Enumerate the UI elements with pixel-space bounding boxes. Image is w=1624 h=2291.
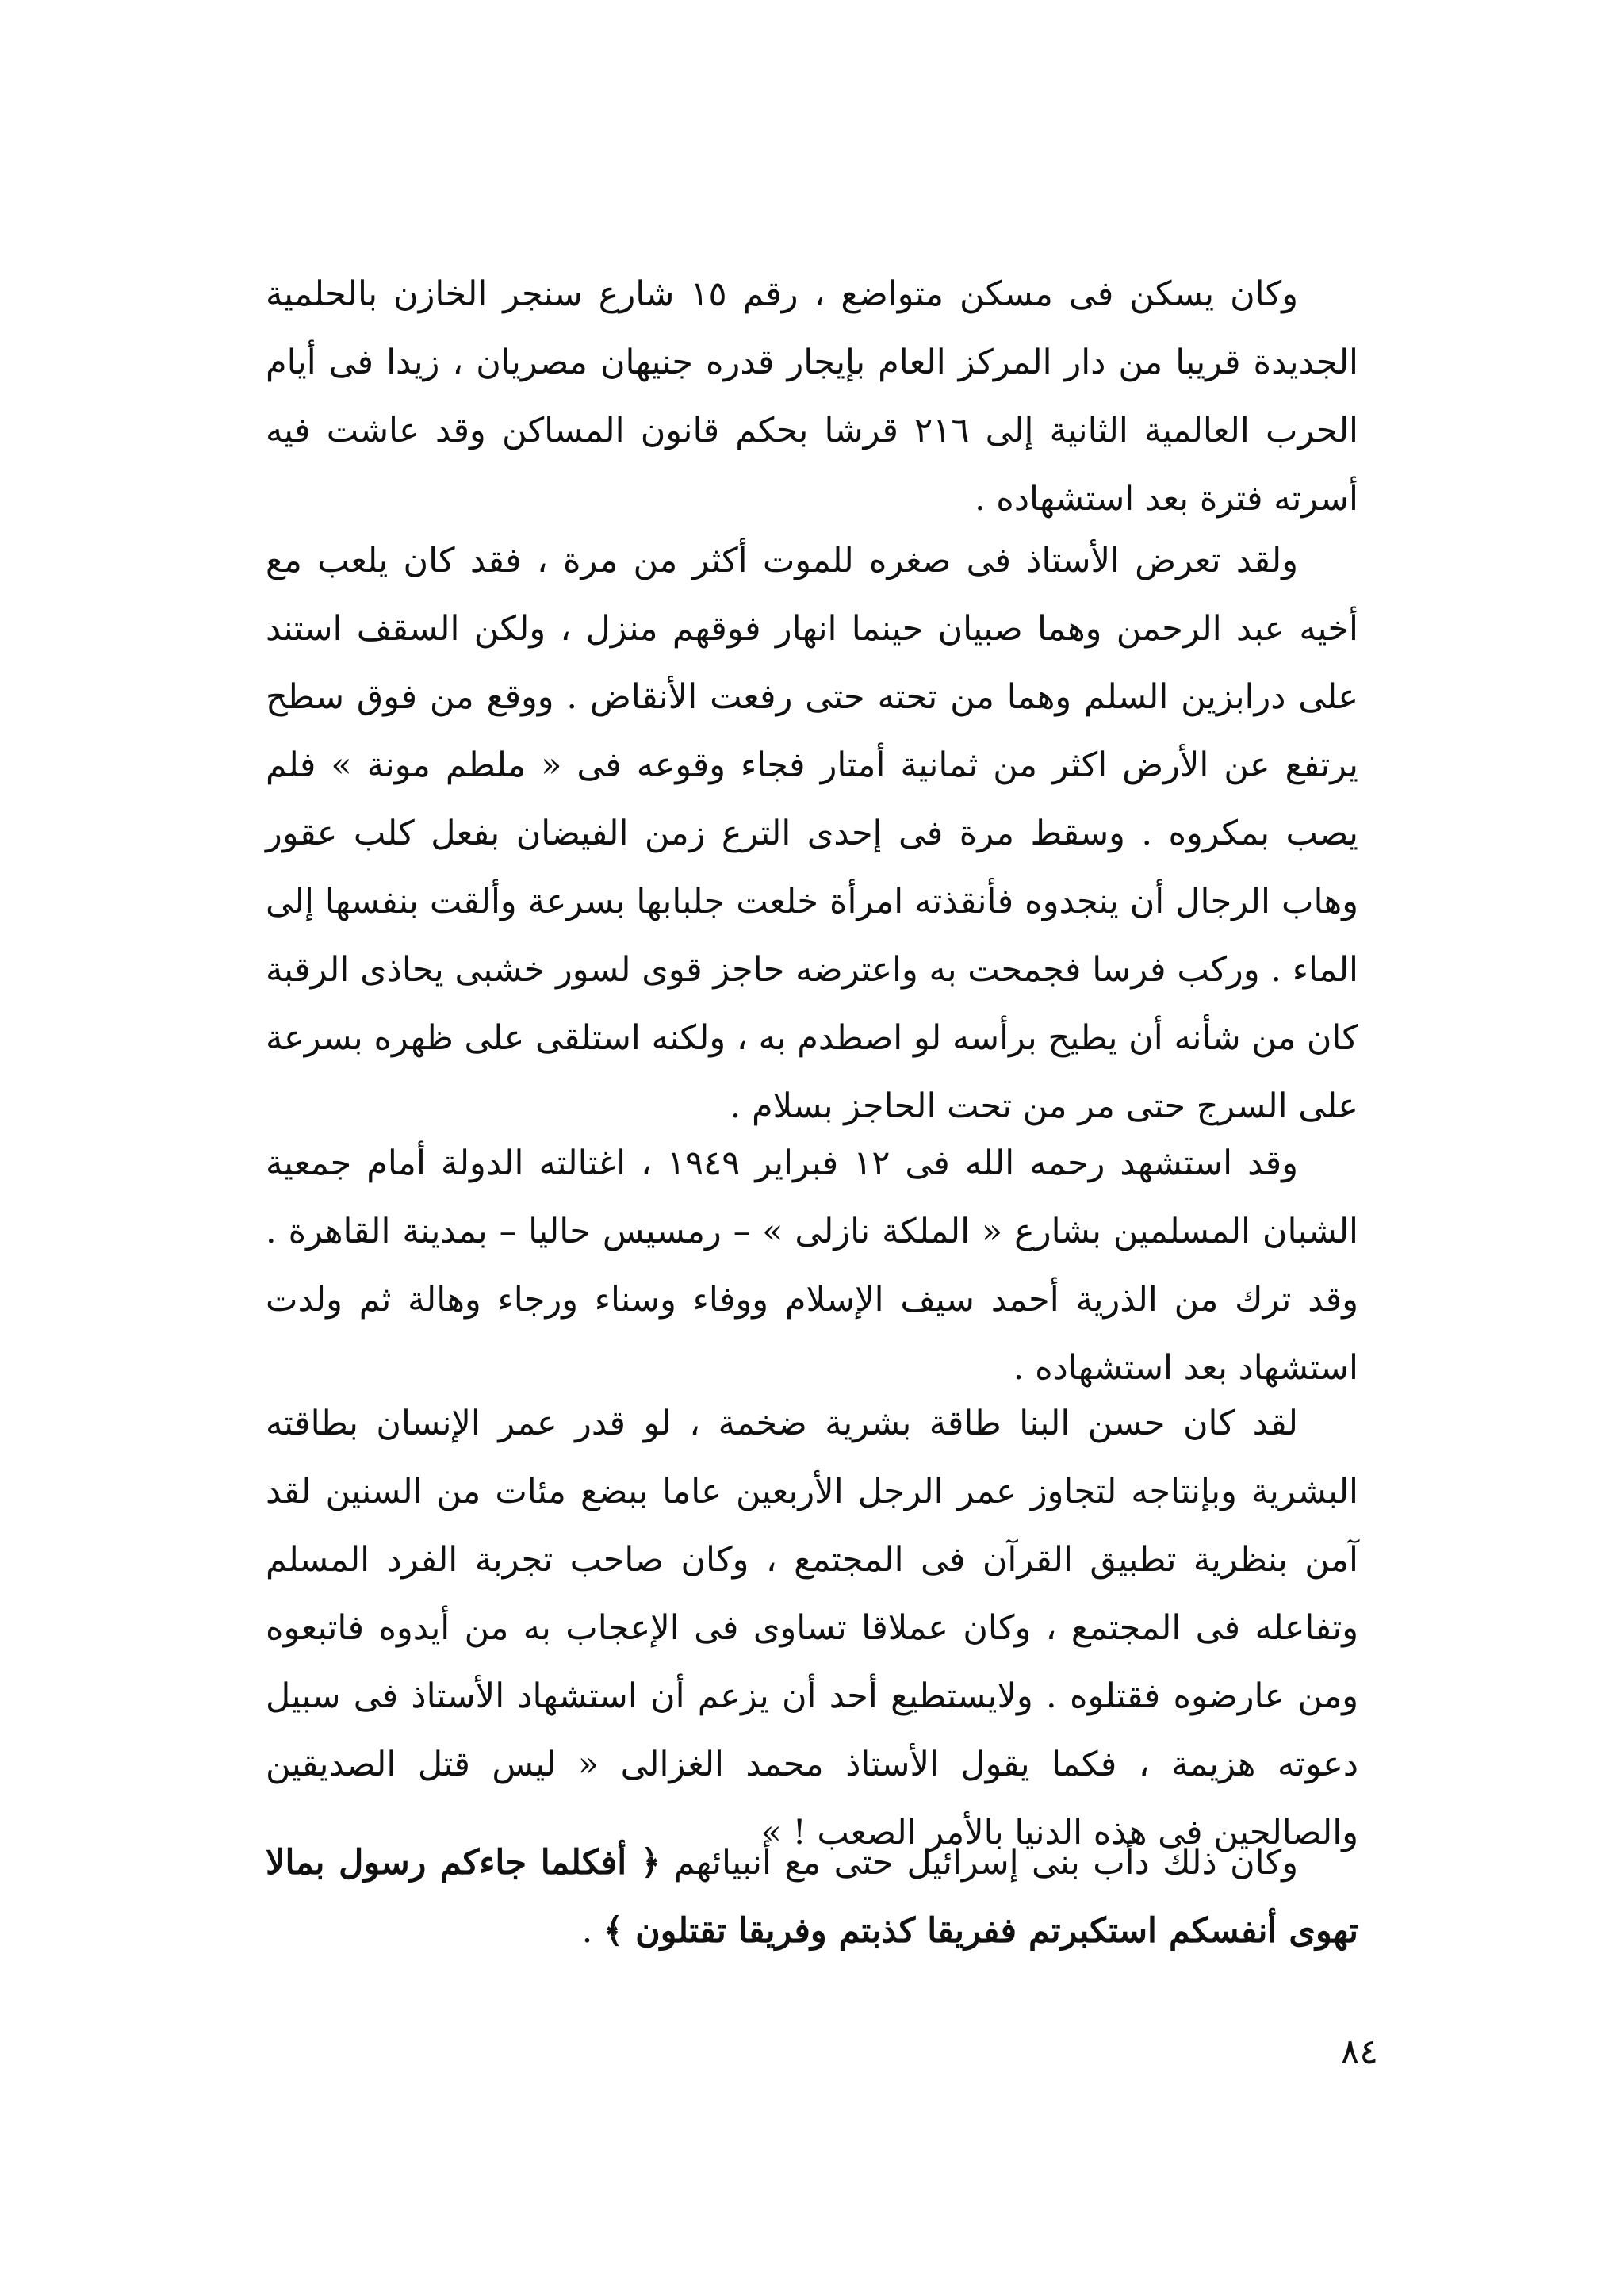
paragraph-text: ولقد تعرض الأستاذ فى صغره للموت أكثر من مرة ، فقد كان يلعب مع أخيه عبد الرحمن وهما صبيان حينما انهار فوقهم منزل ، ولكن السقف استند على درابزين السلم وهما من تحته حتى رفعت الأنقاض . ووقع من فوق سطح يرتفع عن الأرض اكثر من ثمانية أمتار فجاء وقوعه فى « ملطم مونة » فلم يصب بمكروه . وسقط مرة فى إحدى الترع زمن الفيضان بفعل كلب عقور وهاب الرجال أن ينجدوه فأنقذته امرأة خلعت جلبابها بسرعة وألقت بنفسها إلى الماء . وركب فرسا فجمحت به واعترضه حاجز قوى لسور خشبى يحاذى الرقبة كان من شأنه أن يطيح برأسه لو اصطدم به ، ولكنه استلقى على ظهره بسرعة على السرج حتى مر من تحت الحاجز بسلام . (266, 541, 1358, 1126)
paragraph-legacy (266, 1389, 1358, 1867)
quote-intro: وكان ذلك دأب بنى إسرائيل حتى مع أنبيائهم (673, 1843, 1298, 1883)
paragraph-text (266, 1829, 1358, 1965)
paragraph-quran-quote (266, 1829, 1358, 1965)
paragraph-residence (266, 260, 1358, 533)
paragraph-martyrdom (266, 1129, 1358, 1402)
quran-verse: ﴿ أفكلما جاءكم رسول بمالا تهوى أنفسكم استكبرتم ففريقا كذبتم وفريقا تقتلون ﴾ (266, 1843, 1358, 1951)
quote-end: . (581, 1911, 603, 1951)
paragraph-near-death (266, 527, 1358, 1140)
page-number: ٨٤ (1340, 2032, 1378, 2072)
paragraph-text: وقد استشهد رحمه الله فى ١٢ فبراير ١٩٤٩ ، اغتالته الدولة أمام جمعية الشبان المسلمين بشارع « الملكة نازلى » – رمسيس حاليا – بمدينة القاهرة . وقد ترك من الذرية أحمد سيف الإسلام ووفاء وسناء ورجاء وهالة ثم ولدت استشهاد بعد استشهاده . (266, 1144, 1358, 1388)
paragraph-text: وكان يسكن فى مسكن متواضع ، رقم ١٥ شارع سنجر الخازن بالحلمية الجديدة قريبا من دار المركز العام بإيجار قدره جنيهان مصريان ، زيدا فى أيام الحرب العالمية الثانية إلى ٢١٦ قرشا بحكم قانون المساكن وقد عاشت فيه أسرته فترة بعد استشهاده . (266, 274, 1359, 519)
paragraph-text: لقد كان حسن البنا طاقة بشرية ضخمة ، لو قدر عمر الإنسان بطاقته البشرية وبإنتاجه لتجاوز عمر الرجل الأربعين عاما ببضع مئات من السنين لقد آمن بنظرية تطبيق القرآن فى المجتمع ، وكان صاحب تجربة الفرد المسلم وتفاعله فى المجتمع ، وكان عملاقا تساوى فى الإعجاب به من أيدوه فاتبعوه ومن عارضوه فقتلوه . ولايستطيع أحد أن يزعم أن استشهاد الأستاذ فى سبيل دعوته هزيمة ، فكما يقول الأستاذ محمد الغزالى « ليس قتل الصديقين والصالحين فى هذه الدنيا بالأمر الصعب ! » (266, 1404, 1358, 1852)
